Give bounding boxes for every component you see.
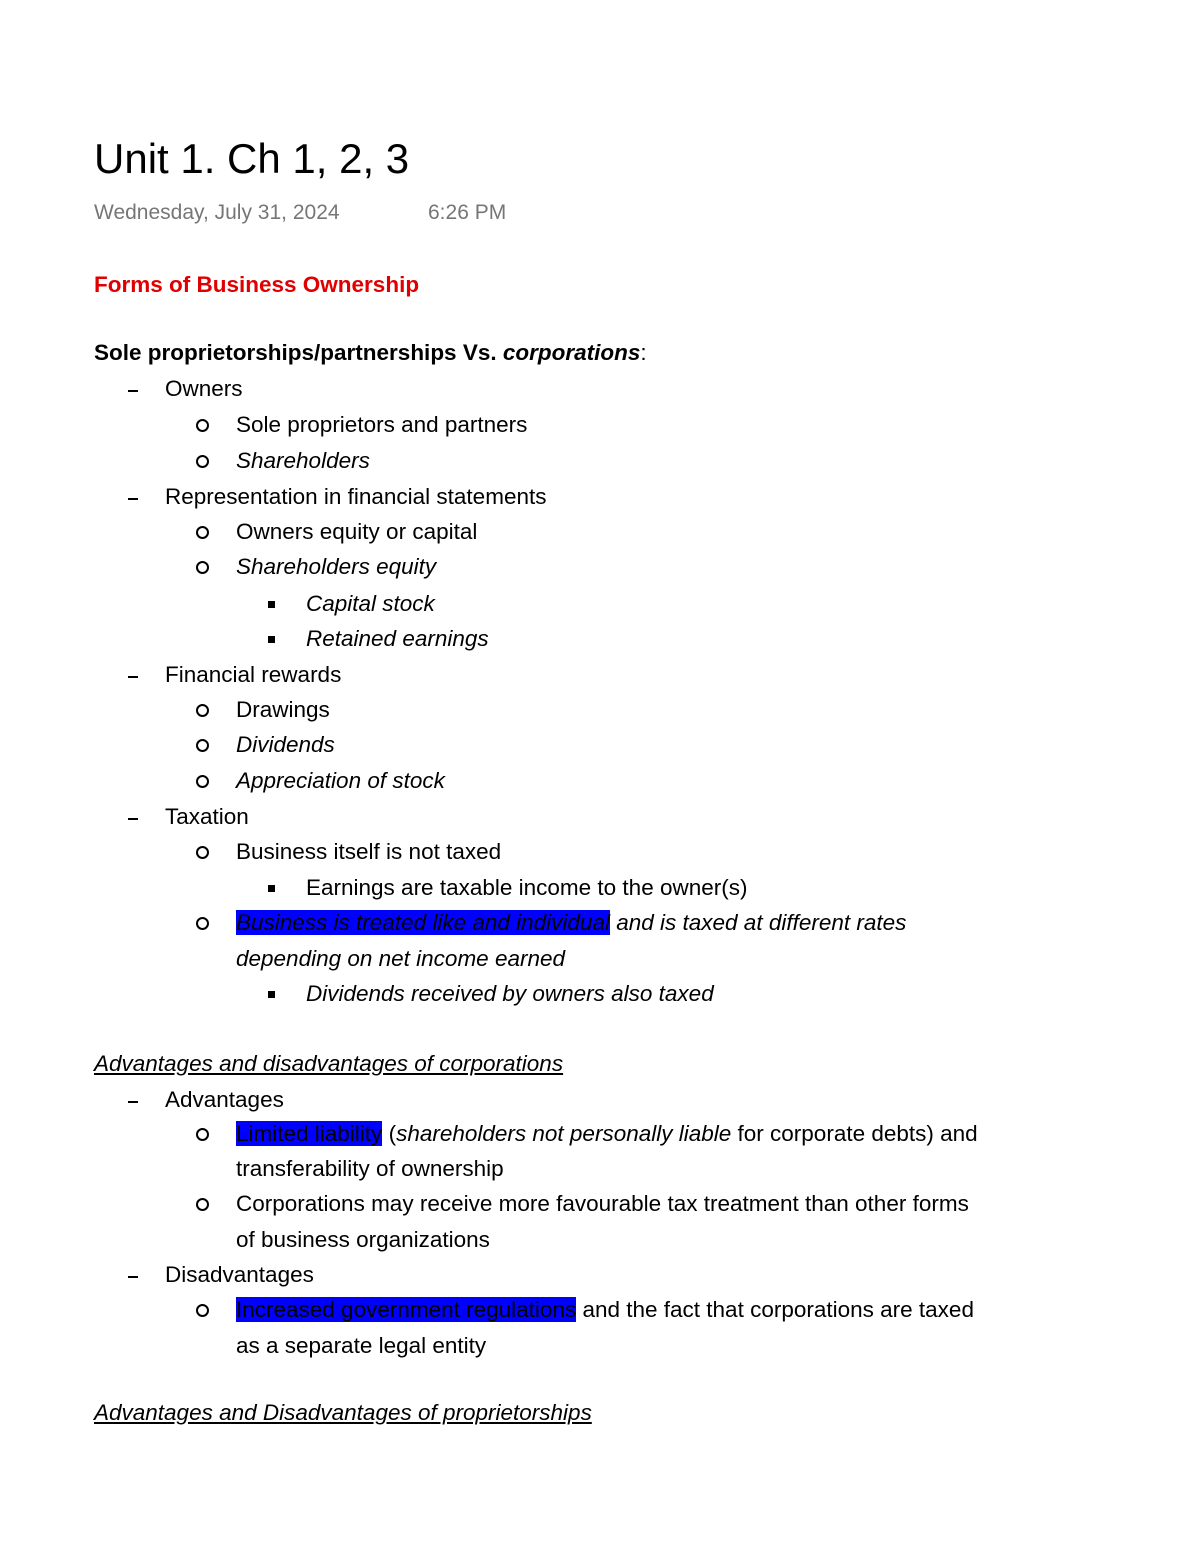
list-item-text: for corporate debts) and bbox=[731, 1121, 978, 1146]
list-item-tax-1a bbox=[306, 873, 747, 903]
list-item-text: ( bbox=[382, 1121, 397, 1146]
list-item-tax-1 bbox=[236, 837, 501, 867]
list-item-adv-2 bbox=[236, 1189, 969, 1219]
list-item-taxation bbox=[165, 802, 249, 832]
list-item-disadvantages bbox=[165, 1260, 314, 1290]
list-item-tax-2a bbox=[306, 979, 714, 1009]
section-heading-proprietorships: Advantages and Disadvantages of proprietorships bbox=[94, 1400, 592, 1425]
note-time: 6:26 PM bbox=[428, 201, 507, 224]
list-item-text: Appreciation of stock bbox=[236, 768, 445, 793]
list-item-owners-2 bbox=[236, 446, 370, 476]
list-item-advantages bbox=[165, 1085, 284, 1115]
compare-heading-colon: : bbox=[640, 340, 647, 365]
highlighted-text: Limited liability bbox=[236, 1121, 383, 1146]
list-item-text: Drawings bbox=[236, 697, 330, 722]
list-item-text: Advantages bbox=[165, 1087, 284, 1112]
list-item-text: Earnings are taxable income to the owner(s) bbox=[306, 875, 748, 900]
list-item-rewards bbox=[165, 660, 341, 690]
list-item-adv-1 bbox=[236, 1119, 978, 1149]
list-item-text: Retained earnings bbox=[306, 626, 489, 651]
list-item-owners bbox=[165, 374, 243, 404]
list-item-text: Owners bbox=[165, 376, 243, 401]
list-item-owners-1 bbox=[236, 410, 527, 440]
list-item-tax-2-line2: depending on net income earned bbox=[236, 946, 566, 971]
list-item-text: Shareholders bbox=[236, 448, 370, 473]
section-heading-forms: Forms of Business Ownership bbox=[94, 272, 420, 297]
list-item-tax-2 bbox=[236, 908, 906, 938]
compare-heading bbox=[94, 338, 647, 368]
list-item-text: Dividends received by owners also taxed bbox=[306, 981, 714, 1006]
note-timestamp bbox=[94, 199, 507, 227]
list-item-adv-1-line2: transferability of ownership bbox=[236, 1156, 504, 1181]
list-item-text: Corporations may receive more favourable tax treatment than other forms bbox=[236, 1191, 969, 1216]
list-item-text: and the fact that corporations are taxed bbox=[576, 1297, 974, 1322]
list-item-text: Capital stock bbox=[306, 591, 435, 616]
list-item-text: Owners equity or capital bbox=[236, 519, 478, 544]
list-item-text: and is taxed at different rates bbox=[609, 910, 907, 935]
list-item-text: Taxation bbox=[165, 804, 249, 829]
list-item-rep-2b bbox=[306, 624, 489, 654]
highlighted-text: Increased government regulations bbox=[236, 1297, 577, 1322]
section-heading-corporations: Advantages and disadvantages of corporations bbox=[94, 1051, 564, 1076]
list-item-text: Shareholders equity bbox=[236, 554, 437, 579]
list-item-text: Representation in financial statements bbox=[165, 484, 547, 509]
list-item-rewards-1 bbox=[236, 695, 330, 725]
list-item-rep-2 bbox=[236, 552, 436, 582]
page-title: Unit 1. Ch 1, 2, 3 bbox=[94, 135, 410, 182]
note-date: Wednesday, July 31, 2024 bbox=[94, 201, 340, 224]
list-item-rep-2a bbox=[306, 589, 435, 619]
list-item-rep-1 bbox=[236, 517, 477, 547]
compare-heading-bold: Sole proprietorships/partnerships Vs. bbox=[94, 340, 503, 365]
list-item-text-italic: shareholders not personally liable bbox=[396, 1121, 732, 1146]
list-item-text: Business itself is not taxed bbox=[236, 839, 502, 864]
list-item-rewards-3 bbox=[236, 766, 445, 796]
list-item-text: Financial rewards bbox=[165, 662, 342, 687]
list-item-dis-1 bbox=[236, 1295, 974, 1325]
list-item-dis-1-line2: as a separate legal entity bbox=[236, 1333, 487, 1358]
list-item-text: Sole proprietors and partners bbox=[236, 412, 528, 437]
list-item-text: Dividends bbox=[236, 732, 335, 757]
list-item-rewards-2 bbox=[236, 730, 335, 760]
list-item-text: Disadvantages bbox=[165, 1262, 314, 1287]
highlighted-text: Business is treated like and individual bbox=[236, 910, 610, 935]
list-item-representation bbox=[165, 482, 546, 512]
list-item-adv-2-line2: of business organizations bbox=[236, 1227, 490, 1252]
compare-heading-italic: corporations bbox=[502, 340, 641, 365]
